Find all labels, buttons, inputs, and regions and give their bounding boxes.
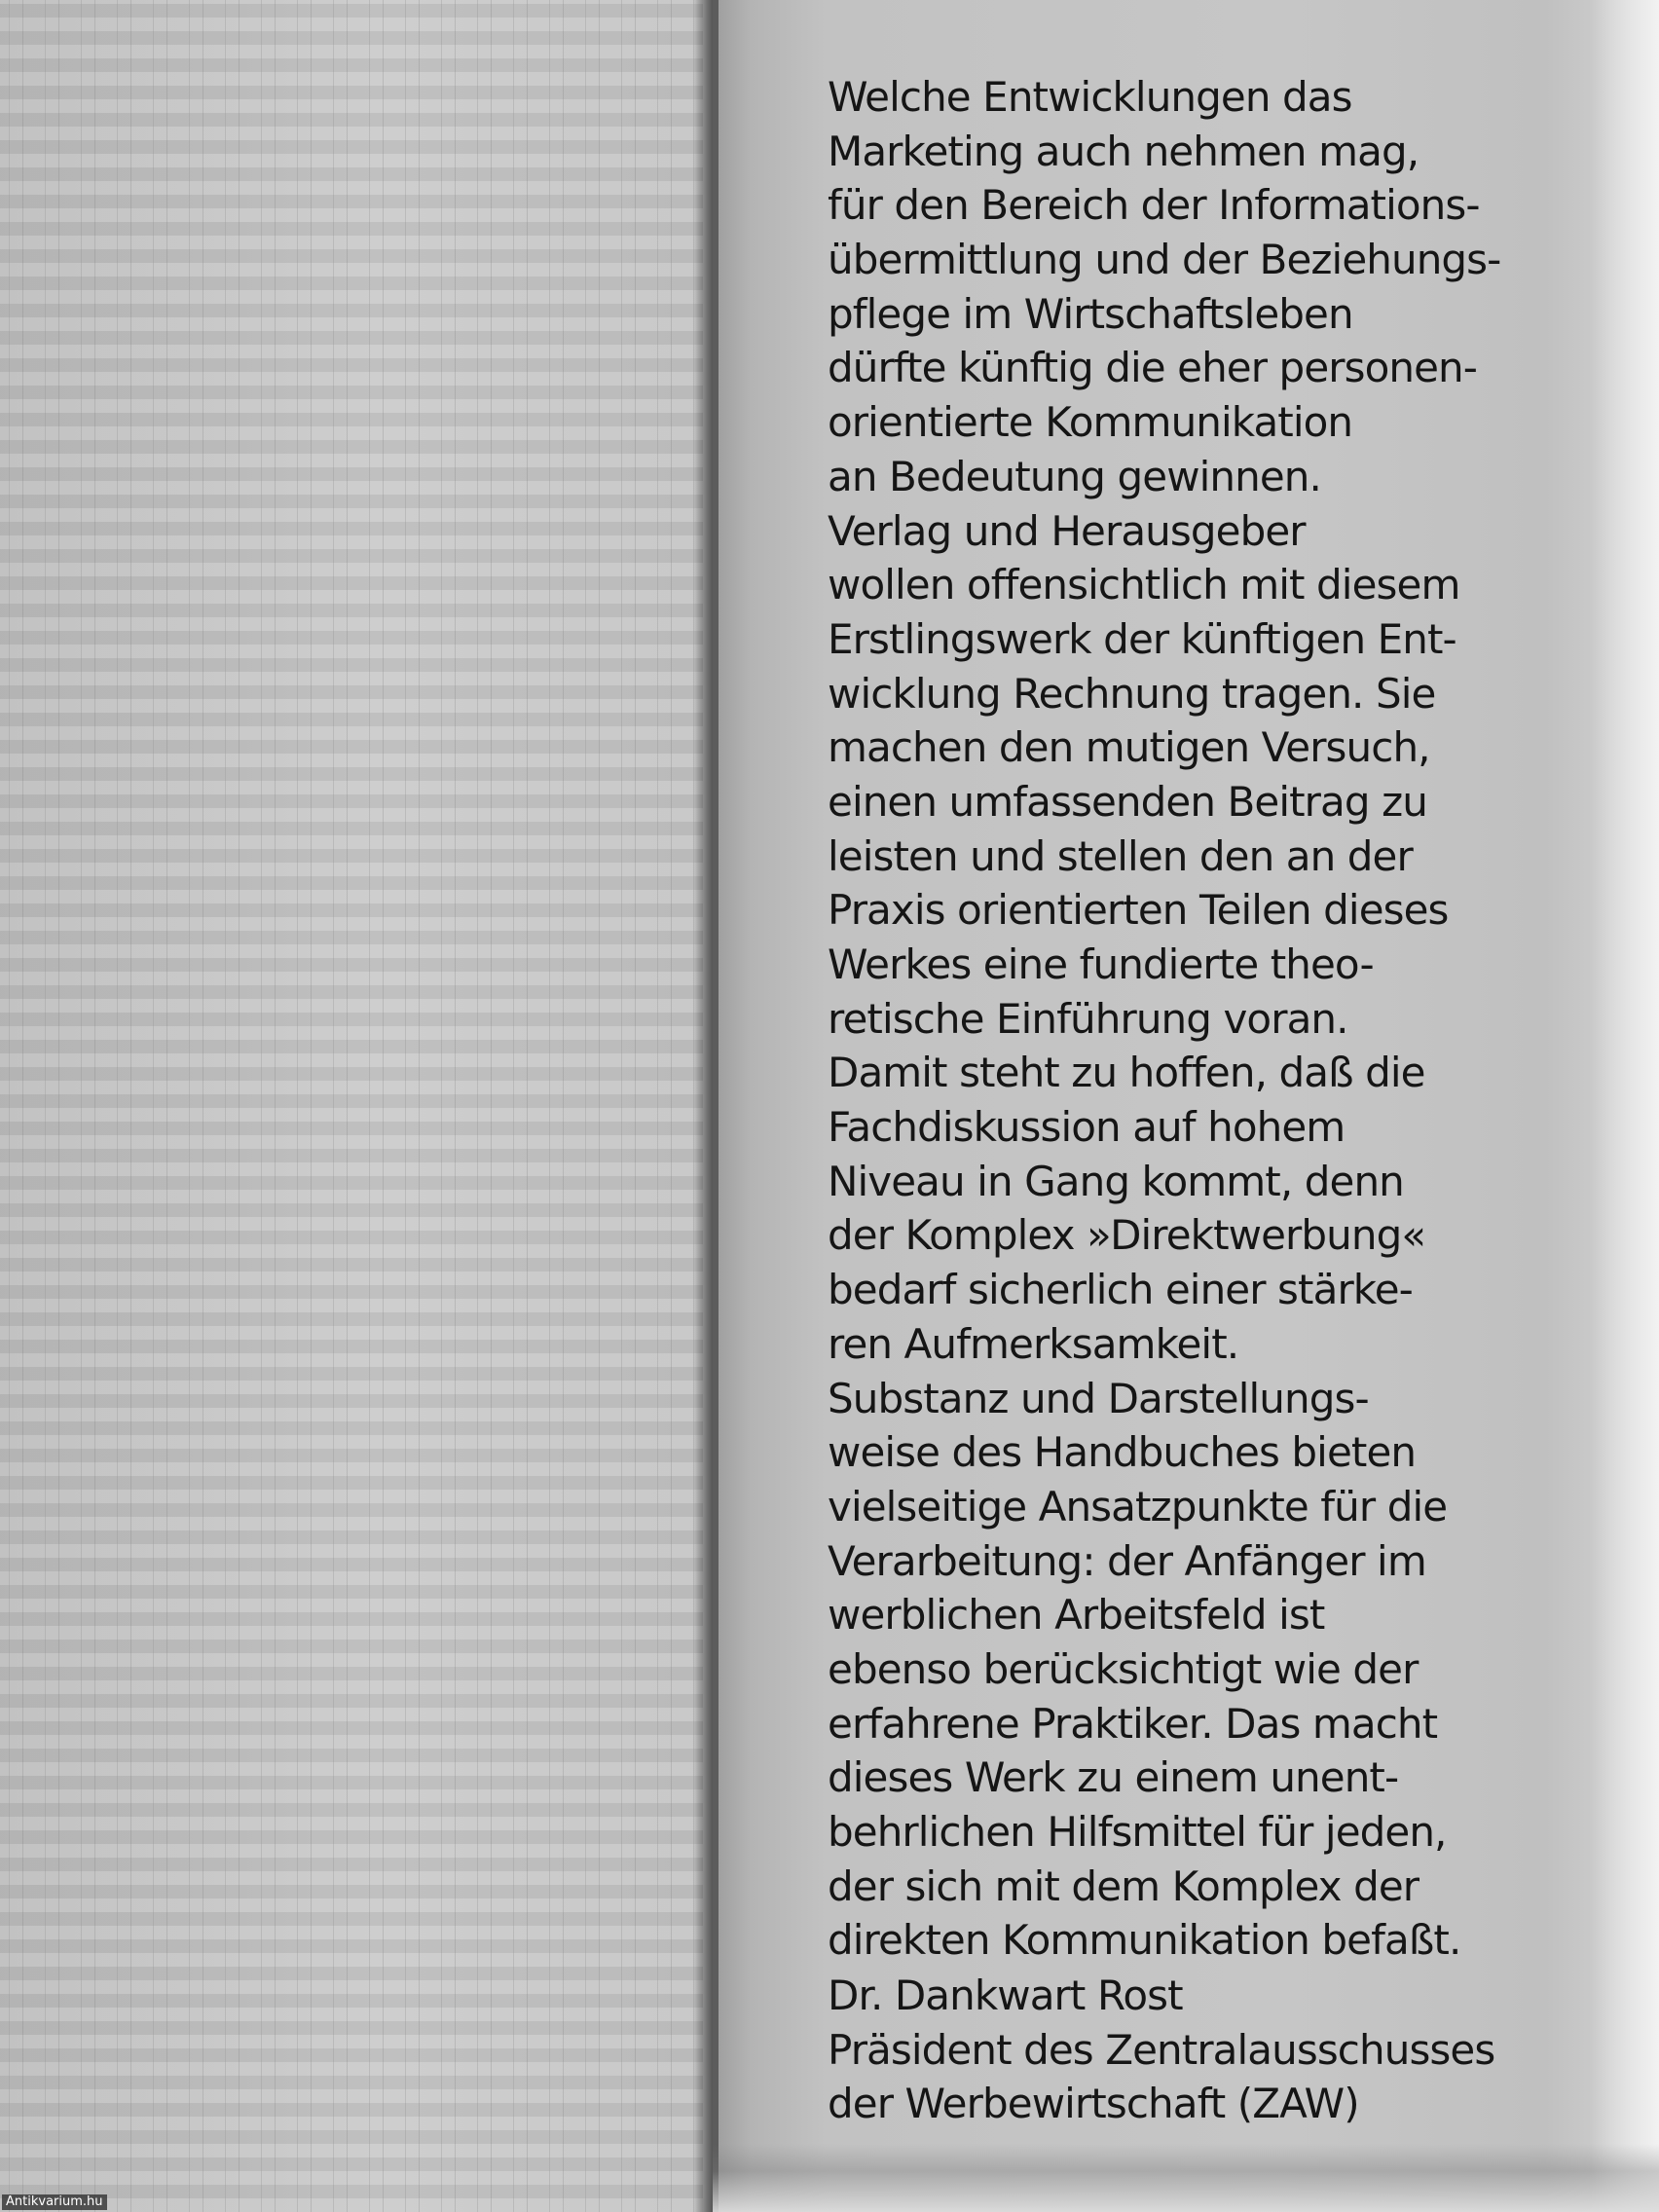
blurb-line: werblichen Arbeitsfeld ist (828, 1591, 1325, 1640)
blurb-line: pflege im Wirtschaftsleben (828, 289, 1353, 338)
blurb-line: an Bedeutung gewinnen. (828, 452, 1321, 500)
flap-right-edge (1591, 0, 1659, 2212)
blurb-line: einen umfassenden Beitrag zu (828, 777, 1427, 826)
blurb-line: Werkes eine fundierte theo- (828, 940, 1374, 988)
blurb-line: Verarbeitung: der Anfänger im (828, 1536, 1426, 1585)
blurb-line: Erstlingswerk der künftigen Ent- (828, 614, 1456, 663)
blurb-line: orientierte Kommunikation (828, 398, 1353, 447)
blurb-line: ren Aufmerksamkeit. (828, 1319, 1239, 1368)
blurb-line: Marketing auch nehmen mag, (828, 127, 1419, 175)
blurb-line: Verlag und Herausgeber (828, 506, 1306, 555)
blurb-line: machen den mutigen Versuch, (828, 723, 1430, 772)
blurb-line: Damit steht zu hoffen, daß die (828, 1049, 1425, 1097)
blurb-line: wollen offensichtlich mit diesem (828, 561, 1460, 609)
signature-title: Präsident des Zentralausschusses (828, 2025, 1495, 2074)
blurb-line: weise des Handbuches bieten (828, 1428, 1417, 1477)
blurb-line: dürfte künftig die eher personen- (828, 344, 1478, 392)
signature-name: Dr. Dankwart Rost (828, 1972, 1183, 2019)
blurb-line: dieses Werk zu einem unent- (828, 1753, 1399, 1802)
blurb-line: ebenso berücksichtigt wie der (828, 1644, 1419, 1693)
flap-fold-edge (713, 0, 719, 2212)
endpaper-left (0, 0, 703, 2212)
watermark-text: Antikvarium.hu (2, 2194, 107, 2210)
blurb-line: behrlichen Hilfsmittel für jeden, (828, 1808, 1447, 1856)
blurb-line: Fachdiskussion auf hohem (828, 1103, 1346, 1152)
blurb-line: der sich mit dem Komplex der (828, 1862, 1419, 1910)
blurb-line: direkten Kommunikation befaßt. (828, 1916, 1461, 1965)
blurb-line: bedarf sicherlich einer stärke- (828, 1266, 1413, 1314)
blurb-line: Substanz und Darstellungs- (828, 1374, 1369, 1422)
signature-title: der Werbewirtschaft (ZAW) (828, 2080, 1359, 2127)
blurb-line: für den Bereich der Informations- (828, 181, 1480, 230)
blurb-line: der Komplex »Direktwerbung« (828, 1211, 1426, 1260)
blurb-line: erfahrene Praktiker. Das macht (828, 1699, 1438, 1748)
blurb-line: wicklung Rechnung tragen. Sie (828, 669, 1436, 718)
flap-bottom-fold (713, 2144, 1659, 2212)
blurb-line: Welche Entwicklungen das (828, 73, 1352, 121)
signature-block (828, 1969, 1509, 2131)
blurb-line: leisten und stellen den an der (828, 831, 1413, 880)
blurb-line: vielseitige Ansatzpunkte für die (828, 1482, 1448, 1530)
blurb-line: Niveau in Gang kommt, denn (828, 1157, 1404, 1205)
blurb-line: Praxis orientierten Teilen dieses (828, 886, 1449, 935)
blurb-line: übermittlung und der Beziehungs- (828, 236, 1501, 284)
blurb-text (828, 70, 1509, 1968)
blurb-line: retische Einführung voran. (828, 994, 1348, 1043)
